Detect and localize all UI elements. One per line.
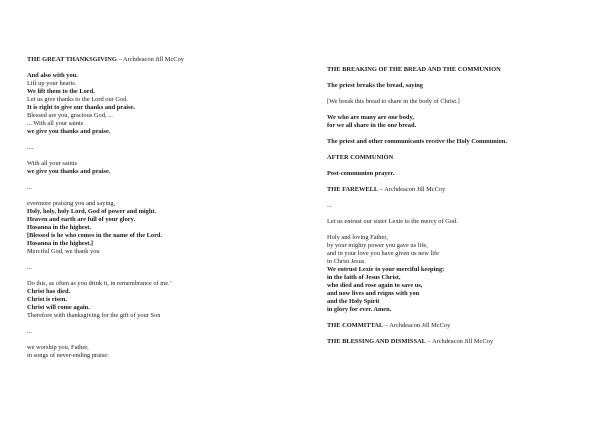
- text-line: [327, 282, 582, 290]
- text-line: [327, 66, 582, 74]
- line-text: Post-communion prayer.: [327, 170, 395, 177]
- text-line: [327, 154, 582, 162]
- line-text: for we all share in the one bread.: [327, 122, 417, 129]
- line-text: and in your love you have given us new life: [327, 250, 439, 257]
- right-paragraph: [327, 98, 582, 106]
- line-text: The priest breaks the bread, saying: [327, 82, 423, 89]
- right-paragraph: [327, 186, 582, 194]
- line-text: We who are many are one body,: [327, 114, 414, 121]
- text-line: [327, 122, 582, 130]
- line-text: Christ has died.: [27, 288, 71, 295]
- text-line: [27, 80, 282, 88]
- great-thanksgiving-heading: [27, 56, 282, 64]
- text-line: [27, 264, 282, 272]
- text-line: [327, 138, 582, 146]
- line-text: Christ is risen.: [27, 296, 67, 303]
- text-line: [27, 104, 282, 112]
- line-text: ...: [27, 264, 32, 271]
- text-line: [327, 170, 582, 178]
- line-text: THE COMMITTAL: [327, 322, 384, 329]
- right-liturgy-blocks: [327, 66, 582, 346]
- text-line: [27, 72, 282, 80]
- line-text: ...: [327, 202, 332, 209]
- line-text: by your mighty power you gave us life,: [327, 242, 428, 249]
- line-text: [Blessed is he who comes in the name of the Lord.: [27, 232, 163, 239]
- line-text: Blessed are you, gracious God, ...: [27, 112, 113, 119]
- left-paragraph: [27, 280, 282, 320]
- text-line: [327, 274, 582, 282]
- text-line: [327, 338, 582, 346]
- text-line: [327, 290, 582, 298]
- line-text: evermore praising you and saying,: [27, 200, 116, 207]
- left-liturgy-blocks: [27, 72, 282, 360]
- text-line: [327, 258, 582, 266]
- text-line: [327, 202, 582, 210]
- heading-title: THE GREAT THANKSGIVING: [27, 56, 117, 63]
- text-line: [27, 96, 282, 104]
- right-paragraph: [327, 170, 582, 178]
- text-line: [327, 250, 582, 258]
- text-line: [327, 322, 582, 330]
- line-text: AFTER COMMUNION: [327, 154, 394, 161]
- line-text: Holy, holy, holy Lord, God of power and might.: [27, 208, 157, 215]
- line-text: THE BREAKING OF THE BREAD AND THE COMMUNION: [327, 66, 501, 73]
- line-attribution: – Archdeacon Jill McCoy: [383, 322, 451, 329]
- left-paragraph: [27, 144, 282, 152]
- text-line: [27, 304, 282, 312]
- line-text: Heaven and earth are full of your glory.: [27, 216, 136, 223]
- left-paragraph: [27, 160, 282, 176]
- line-text: ... With all your saints: [27, 120, 84, 127]
- left-paragraph: [27, 72, 282, 136]
- right-paragraph: [327, 138, 582, 146]
- text-line: [27, 200, 282, 208]
- text-line: [27, 296, 282, 304]
- text-line: [27, 216, 282, 224]
- left-paragraph: [27, 264, 282, 272]
- line-text: Merciful God, we thank you: [27, 248, 100, 255]
- line-text: Christ will come again.: [27, 304, 90, 311]
- line-text: It is right to give our thanks and praise.: [27, 104, 136, 111]
- line-text: we give you thanks and praise.: [27, 128, 111, 135]
- text-line: [27, 112, 282, 120]
- text-line: [27, 240, 282, 248]
- text-line: [327, 234, 582, 242]
- text-line: [27, 288, 282, 296]
- line-text: in Christ Jesus.: [327, 258, 366, 265]
- text-line: [27, 160, 282, 168]
- text-line: [327, 298, 582, 306]
- line-text: in the faith of Jesus Christ,: [327, 274, 401, 281]
- text-line: [27, 224, 282, 232]
- text-line: [327, 98, 582, 106]
- line-text: ...: [27, 184, 32, 191]
- line-text: And also with you.: [27, 72, 78, 79]
- text-line: [27, 328, 282, 336]
- text-line: [327, 306, 582, 314]
- line-text: in glory for ever. Amen.: [327, 306, 392, 313]
- text-line: [327, 218, 582, 226]
- text-line: [27, 120, 282, 128]
- line-text: We lift them to the Lord.: [27, 88, 95, 95]
- text-line: [27, 312, 282, 320]
- right-paragraph: [327, 154, 582, 162]
- right-paragraph: [327, 66, 582, 74]
- line-text: We entrust Lexie to your merciful keeping:: [327, 266, 445, 273]
- line-text: Let us entrust our sister Lexie to the mercy of God.: [327, 218, 458, 225]
- line-text: Holy and loving Father,: [327, 234, 388, 241]
- line-text: Lift up your hearts.: [27, 80, 77, 87]
- right-paragraph: [327, 218, 582, 226]
- line-text: ...: [27, 328, 32, 335]
- text-line: [27, 280, 282, 288]
- line-attribution: – Archdeacon Jill McCoy: [378, 186, 446, 193]
- left-paragraph: [27, 200, 282, 256]
- text-line: [327, 242, 582, 250]
- text-line: [27, 248, 282, 256]
- line-text: THE FAREWELL: [327, 186, 379, 193]
- left-paragraph: [27, 184, 282, 192]
- line-text: Therefore with thanksgiving for the gift of your Son: [27, 312, 161, 319]
- line-text: ....: [27, 144, 34, 151]
- right-paragraph: [327, 114, 582, 130]
- line-text: and the Holy Spirit: [327, 298, 380, 305]
- line-text: With all your saints: [27, 160, 77, 167]
- right-paragraph: [327, 202, 582, 210]
- line-text: who died and rose again to save us,: [327, 282, 423, 289]
- text-line: [27, 168, 282, 176]
- text-line: [327, 82, 582, 90]
- left-paragraph: [27, 328, 282, 336]
- line-attribution: – Archdeacon Jill McCoy: [425, 338, 494, 345]
- line-text: Let us give thanks to the Lord our God.: [27, 96, 128, 103]
- line-text: Hosanna in the highest.: [27, 224, 91, 231]
- text-line: [27, 128, 282, 136]
- text-line: [327, 266, 582, 274]
- line-text: and now lives and reigns with you: [327, 290, 420, 297]
- line-text: Do this, as often as you drink it, in remembrance of me.’: [27, 280, 172, 287]
- text-line: [327, 186, 582, 194]
- line-text: we give you thanks and praise.: [27, 168, 111, 175]
- right-column: [327, 66, 582, 354]
- text-line: [27, 184, 282, 192]
- right-paragraph: [327, 82, 582, 90]
- text-line: [27, 232, 282, 240]
- text-line: [27, 352, 282, 360]
- line-text: in songs of never-ending praise:: [27, 352, 109, 359]
- line-text: Hosanna in the highest.]: [27, 240, 94, 247]
- line-text: we worship you, Father,: [27, 344, 89, 351]
- left-column: [27, 56, 282, 368]
- line-text: The priest and other communicants receive the Holy Communion.: [327, 138, 507, 145]
- line-text: THE BLESSING AND DISMISSAL: [327, 338, 426, 345]
- right-paragraph: [327, 234, 582, 314]
- text-line: [27, 144, 282, 152]
- text-line: [327, 114, 582, 122]
- heading-person: – Archdeacon Jill McCoy: [118, 56, 184, 63]
- left-paragraph: [27, 344, 282, 360]
- text-line: [27, 208, 282, 216]
- right-paragraph: [327, 322, 582, 330]
- line-text: [We break this bread to share in the body of Christ.]: [327, 98, 460, 105]
- text-line: [27, 344, 282, 352]
- text-line: [27, 88, 282, 96]
- right-paragraph: [327, 338, 582, 346]
